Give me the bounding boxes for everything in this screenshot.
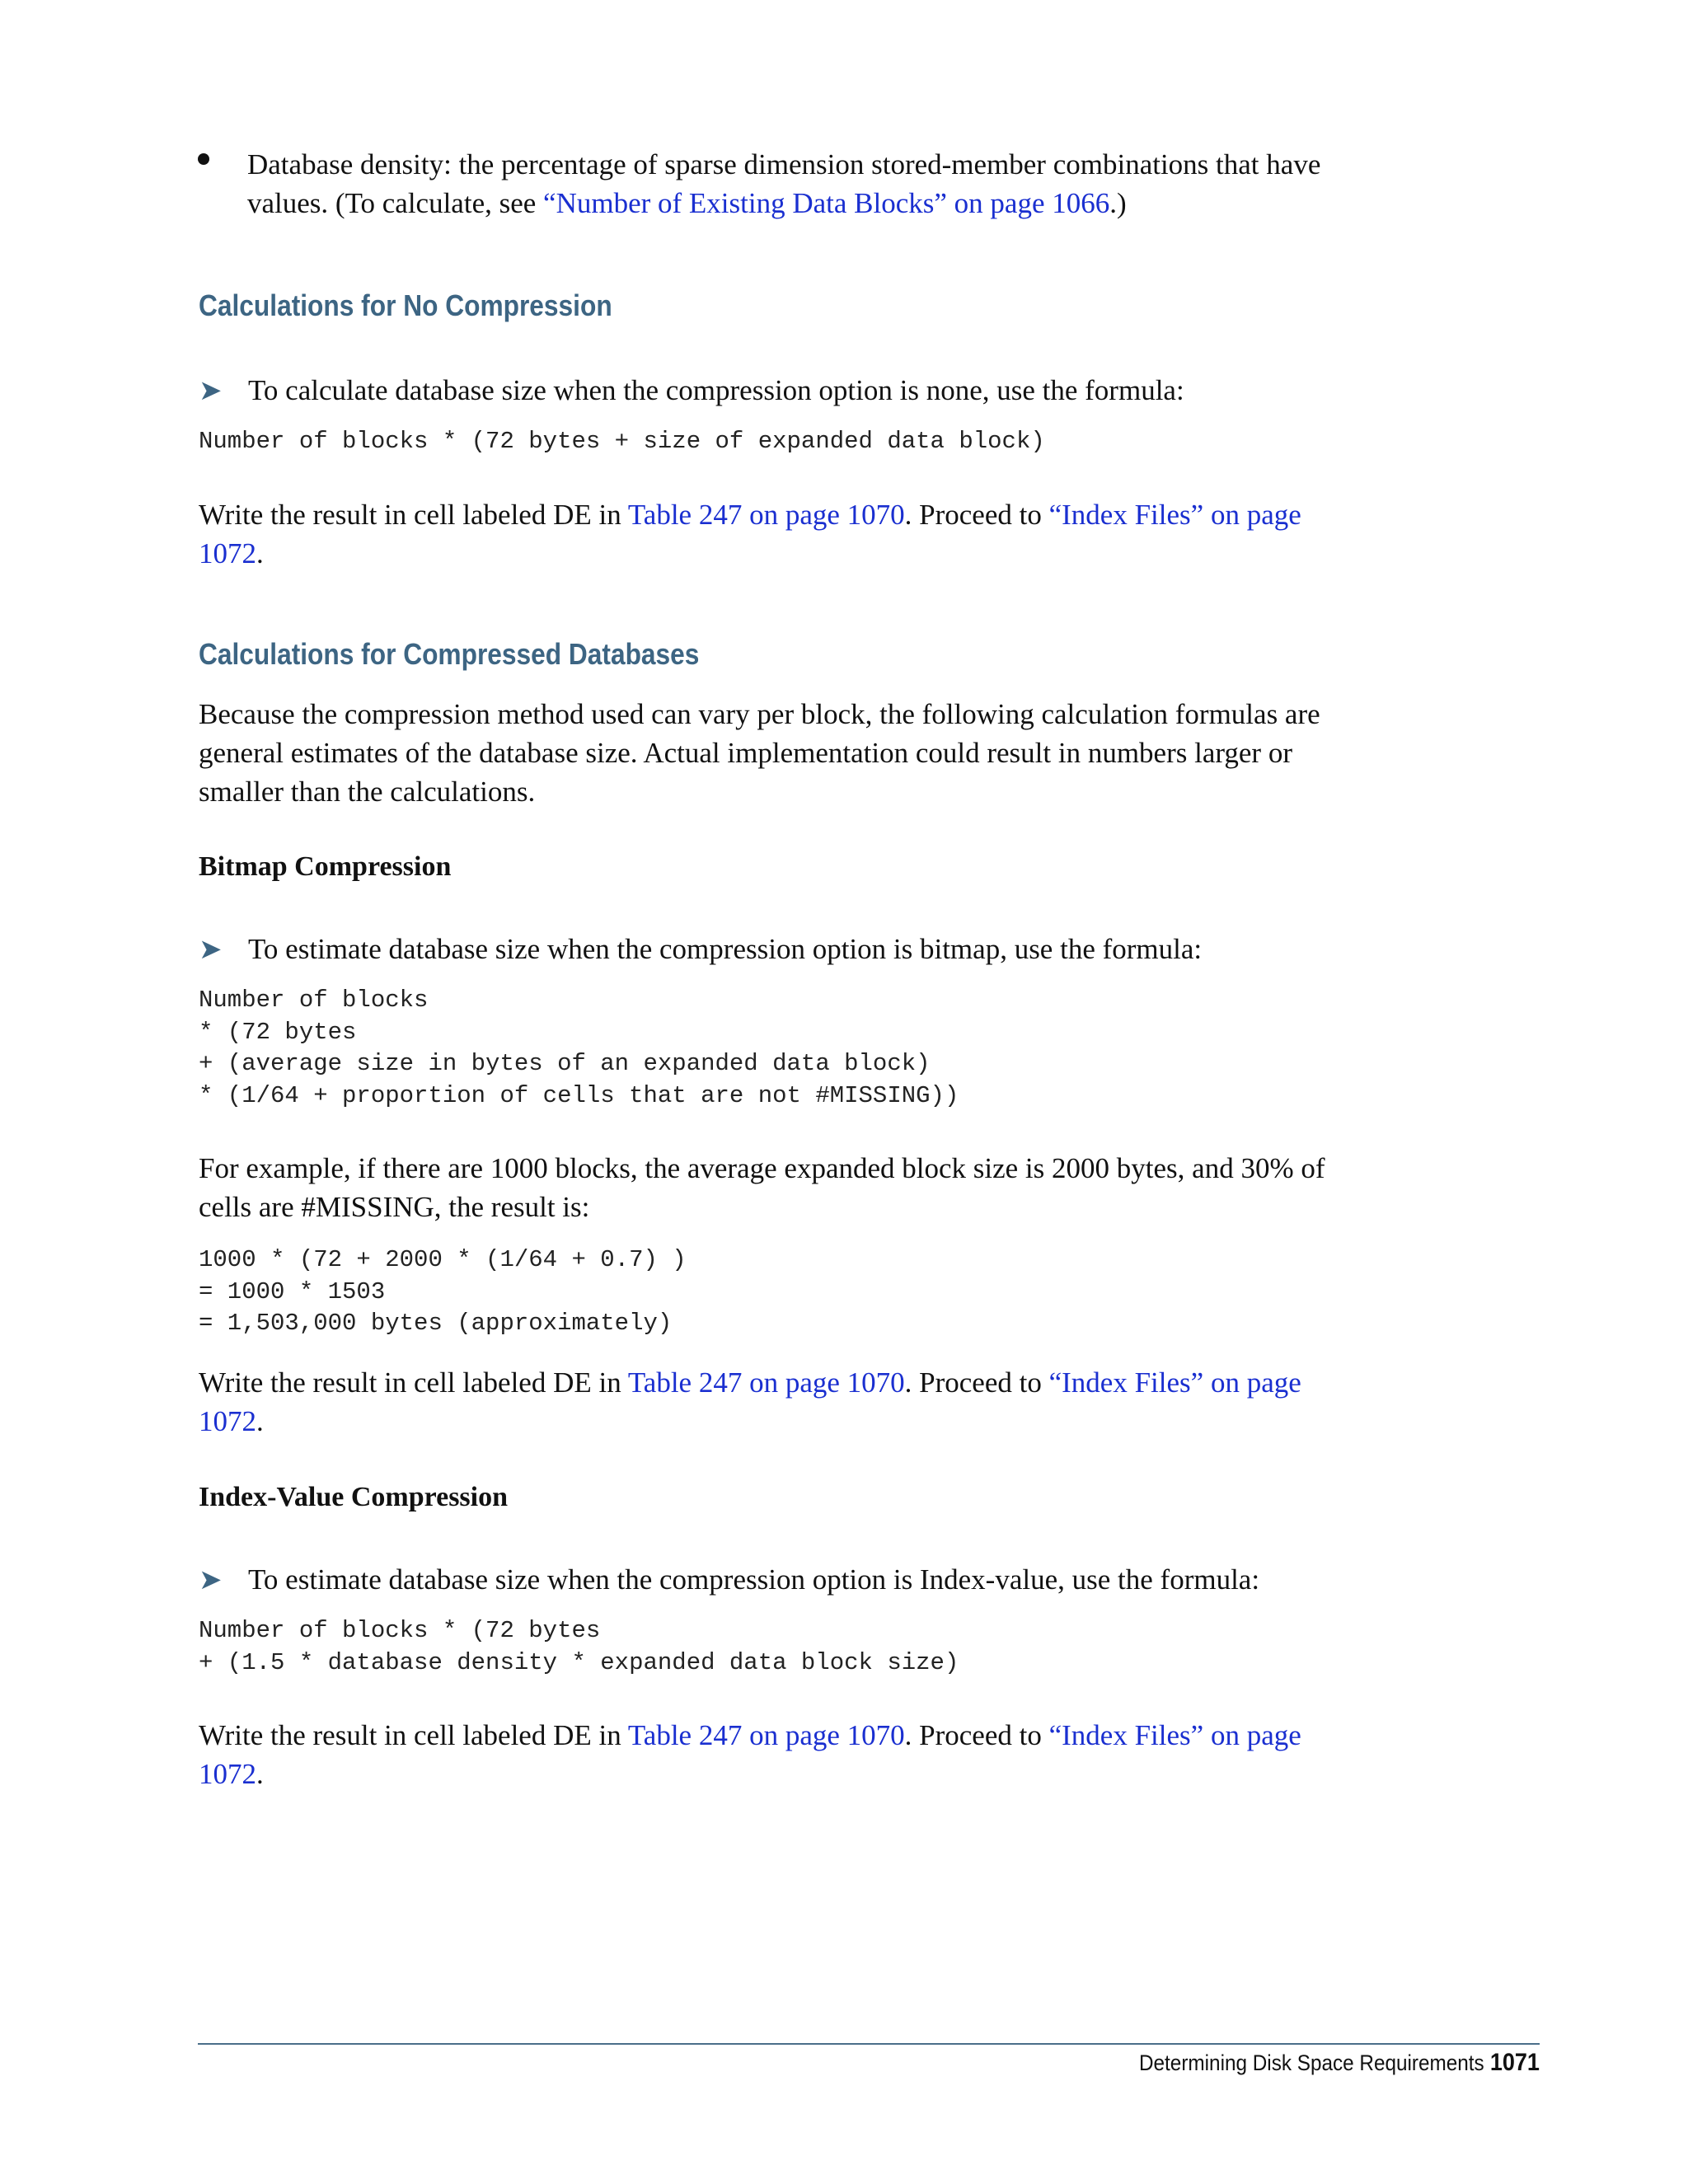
- link-index-files[interactable]: “Index Files” on page 1072: [199, 1719, 1301, 1790]
- proceed-text: . Proceed to: [904, 1719, 1049, 1751]
- write-text: Write the result in cell labeled DE in: [199, 499, 628, 531]
- subheading-index-value: Index-Value Compression: [199, 1482, 509, 1512]
- arrowhead-icon: ➤: [199, 933, 223, 966]
- write-text: Write the result in cell labeled DE in: [199, 1366, 628, 1399]
- end-text: .: [256, 1758, 264, 1790]
- page-footer: [1139, 2049, 1540, 2077]
- proceed-text: . Proceed to: [904, 499, 1049, 531]
- link-table-247[interactable]: Table 247 on page 1070: [627, 1366, 905, 1399]
- step-text: To estimate database size when the compression option is Index-value, use the formula:: [248, 1563, 1260, 1596]
- heading-no-compression: Calculations for No Compression: [199, 288, 612, 322]
- write-text: Write the result in cell labeled DE in: [199, 1719, 628, 1751]
- bullet-icon: [198, 153, 209, 165]
- footer-title: Determining Disk Space Requirements: [1139, 2050, 1484, 2075]
- link-index-files[interactable]: “Index Files” on page 1072: [199, 1366, 1301, 1437]
- link-number-of-existing-data-blocks[interactable]: “Number of Existing Data Blocks” on page 1066: [543, 187, 1110, 219]
- write-result-no-compression: [199, 495, 1353, 573]
- step-index-value: [199, 1560, 1259, 1600]
- link-table-247[interactable]: Table 247 on page 1070: [627, 1719, 905, 1751]
- compressed-intro-paragraph: Because the compression method used can vary per block, the following calculation formulas are general estimates of the database size. Actual implementation could result in numbers larger or smaller than the calculations.: [199, 698, 1320, 808]
- bitmap-example-paragraph: For example, if there are 1000 blocks, the average expanded block size is 2000 bytes, and 30% of cells are #MISSING, the result is:: [199, 1152, 1325, 1223]
- code-bitmap-formula: Number of blocks * (72 bytes + (average size in bytes of an expanded data block) * (1/64 + proportion of cells that are not #MISSING)): [199, 987, 959, 1109]
- code-bitmap-example: 1000 * (72 + 2000 * (1/64 + 0.7) ) = 1000 * 1503 = 1,503,000 bytes (approximately): [199, 1246, 687, 1337]
- step-text: To estimate database size when the compression option is bitmap, use the formula:: [248, 933, 1203, 965]
- proceed-text: . Proceed to: [904, 1366, 1049, 1399]
- bullet-item-database-density: [247, 145, 1368, 223]
- write-result-bitmap: [199, 1363, 1353, 1441]
- step-text: To calculate database size when the compression option is none, use the formula:: [248, 374, 1184, 406]
- link-index-files[interactable]: “Index Files” on page 1072: [199, 499, 1301, 569]
- link-table-247[interactable]: Table 247 on page 1070: [627, 499, 905, 531]
- step-bitmap: [199, 930, 1202, 969]
- bullet-text-end: .): [1109, 187, 1127, 219]
- subheading-bitmap: Bitmap Compression: [199, 851, 452, 882]
- end-text: .: [256, 537, 264, 569]
- end-text: .: [256, 1405, 264, 1437]
- heading-compressed-databases: Calculations for Compressed Databases: [199, 637, 700, 671]
- page-number: 1071: [1489, 2049, 1540, 2076]
- code-no-compression: Number of blocks * (72 bytes + size of expanded data block): [199, 428, 1045, 455]
- bullet-text: Database density: the percentage of sparse dimension stored-member combinations that have values. (To calculate, see: [247, 148, 1321, 219]
- step-no-compression: [199, 371, 1184, 410]
- footer-rule: [198, 2043, 1540, 2045]
- write-result-index-value: [199, 1716, 1353, 1793]
- arrowhead-icon: ➤: [199, 1563, 223, 1596]
- code-index-value-formula: Number of blocks * (72 bytes + (1.5 * database density * expanded data block size): [199, 1617, 959, 1676]
- arrowhead-icon: ➤: [199, 374, 223, 407]
